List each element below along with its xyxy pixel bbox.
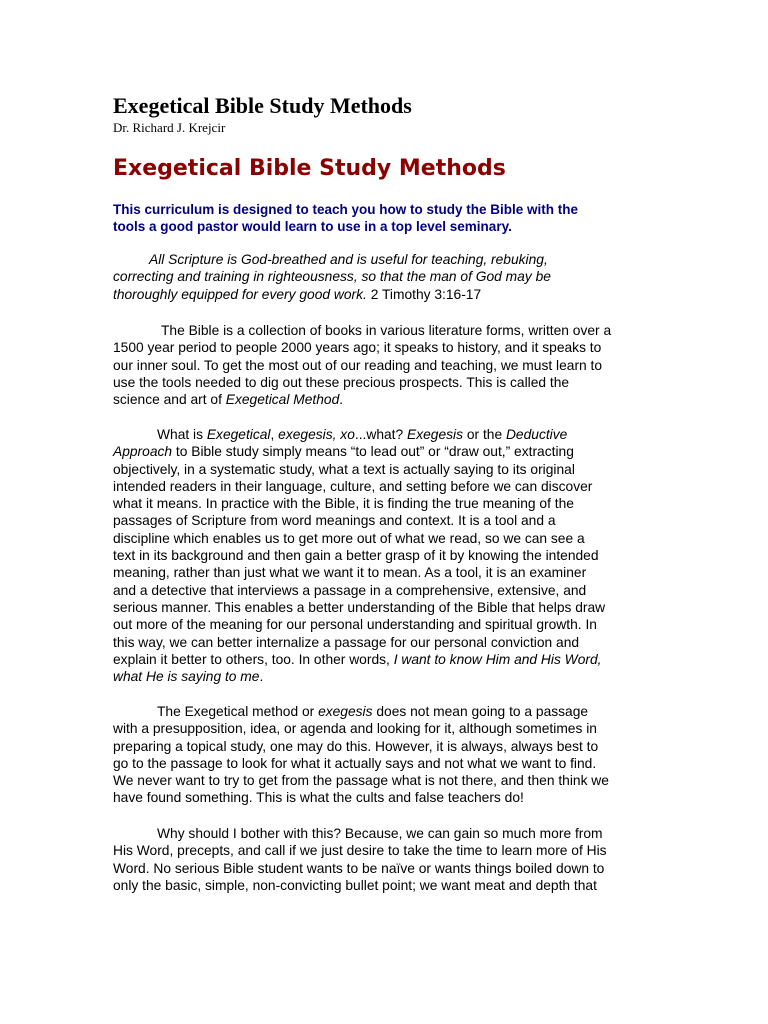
paragraph-line: The Bible is a collection of books in various literature forms, written over a — [161, 323, 612, 338]
paragraph-why-bother — [113, 825, 659, 894]
paragraph-line: explain it better to others, too. In other words, I want to know Him and His Word, — [113, 651, 602, 667]
paragraph-line: discipline which enables us to get more out of what we read, so we can see a — [113, 530, 585, 546]
intro-statement — [113, 201, 673, 236]
quote-line: thoroughly equipped for every good work. 2 Timothy 3:16-17 — [113, 286, 482, 302]
paragraph-line: have found something. This is what the cults and false teachers do! — [113, 790, 524, 806]
paragraph-line: meaning, rather than just what we want it to mean. As a tool, it is an examiner — [113, 565, 587, 581]
paragraph-line: preparing a topical study, one may do this. However, it is always, always best to — [113, 738, 599, 754]
paragraph-line: Word. No serious Bible student wants to be naïve or wants things boiled down to — [113, 860, 605, 876]
paragraph-line: We never want to try to get from the passage what is not there, and then think we — [113, 773, 609, 789]
paragraph-bible-collection — [113, 322, 659, 408]
paragraph-what-is-exegesis — [113, 426, 659, 685]
paragraph-line: out more of the meaning for our personal understanding and spiritual growth. In — [113, 617, 597, 633]
paragraph-line: intended readers in their language, culture, and setting before we can discover — [113, 478, 593, 494]
paragraph-line: text in its background and then gain a better grasp of it by knowing the intended — [113, 548, 599, 564]
paragraph-line: what it means. In practice with the Bible, it is finding the true meaning of the — [113, 496, 574, 512]
paragraph-line: serious manner. This enables a better understanding of the Bible that helps draw — [113, 599, 606, 615]
paragraph-line: this way, we can better internalize a passage for our personal conviction and — [113, 634, 580, 650]
paragraph-line: The Exegetical method or exegesis does not mean going to a passage — [157, 704, 589, 719]
paragraph-line: what He is saying to me. — [113, 669, 264, 685]
intro-line: tools a good pastor would learn to use in a top level seminary. — [113, 219, 512, 235]
quote-line: All Scripture is God-breathed and is useful for teaching, rebuking, — [149, 252, 548, 267]
paragraph-line: use the tools needed to dig out these precious prospects. This is called the — [113, 374, 570, 390]
paragraph-line: science and art of Exegetical Method. — [113, 392, 344, 408]
quote-reference: 2 Timothy 3:16-17 — [366, 286, 482, 302]
paragraph-line: 1500 year period to people 2000 years ago; it speaks to history, and it speaks to — [113, 340, 602, 356]
paragraph-line: our inner soul. To get the most out of our reading and teaching, we must learn to — [113, 357, 603, 373]
document-title: Exegetical Bible Study Methods — [113, 93, 412, 118]
paragraph-line: passages of Scripture from word meanings and context. It is a tool and a — [113, 513, 556, 529]
author-byline: Dr. Richard J. Krejcir — [113, 120, 226, 135]
paragraph-line: Approach to Bible study simply means “to lead out” or “draw out,” extracting — [113, 444, 574, 460]
paragraph-line: Why should I bother with this? Because, we can gain so much more from — [157, 826, 603, 841]
intro-line: This curriculum is designed to teach you how to study the Bible with the — [113, 202, 579, 217]
paragraph-line: What is Exegetical, exegesis, xo...what? Exegesis or the Deductive — [157, 427, 568, 442]
paragraph-line: His Word, precepts, and call if we just desire to take the time to learn more of His — [113, 843, 607, 859]
paragraph-line: go to the passage to look for what it actually says and not what we want to find. — [113, 755, 597, 771]
paragraph-exegetical-method — [113, 703, 659, 807]
paragraph-line: with a presupposition, idea, or agenda and looking for it, although sometimes in — [113, 721, 597, 737]
paragraph-line: and a detective that interviews a passage in a comprehensive, extensive, and — [113, 582, 587, 598]
section-heading: Exegetical Bible Study Methods — [113, 156, 506, 181]
paragraph-line: only the basic, simple, non-convicting bullet point; we want meat and depth that — [113, 877, 597, 893]
scripture-quote — [113, 251, 659, 303]
paragraph-line: objectively, in a systematic study, what a text is actually saying to its original — [113, 461, 575, 477]
quote-line: correcting and training in righteousness, so that the man of God may be — [113, 269, 551, 285]
